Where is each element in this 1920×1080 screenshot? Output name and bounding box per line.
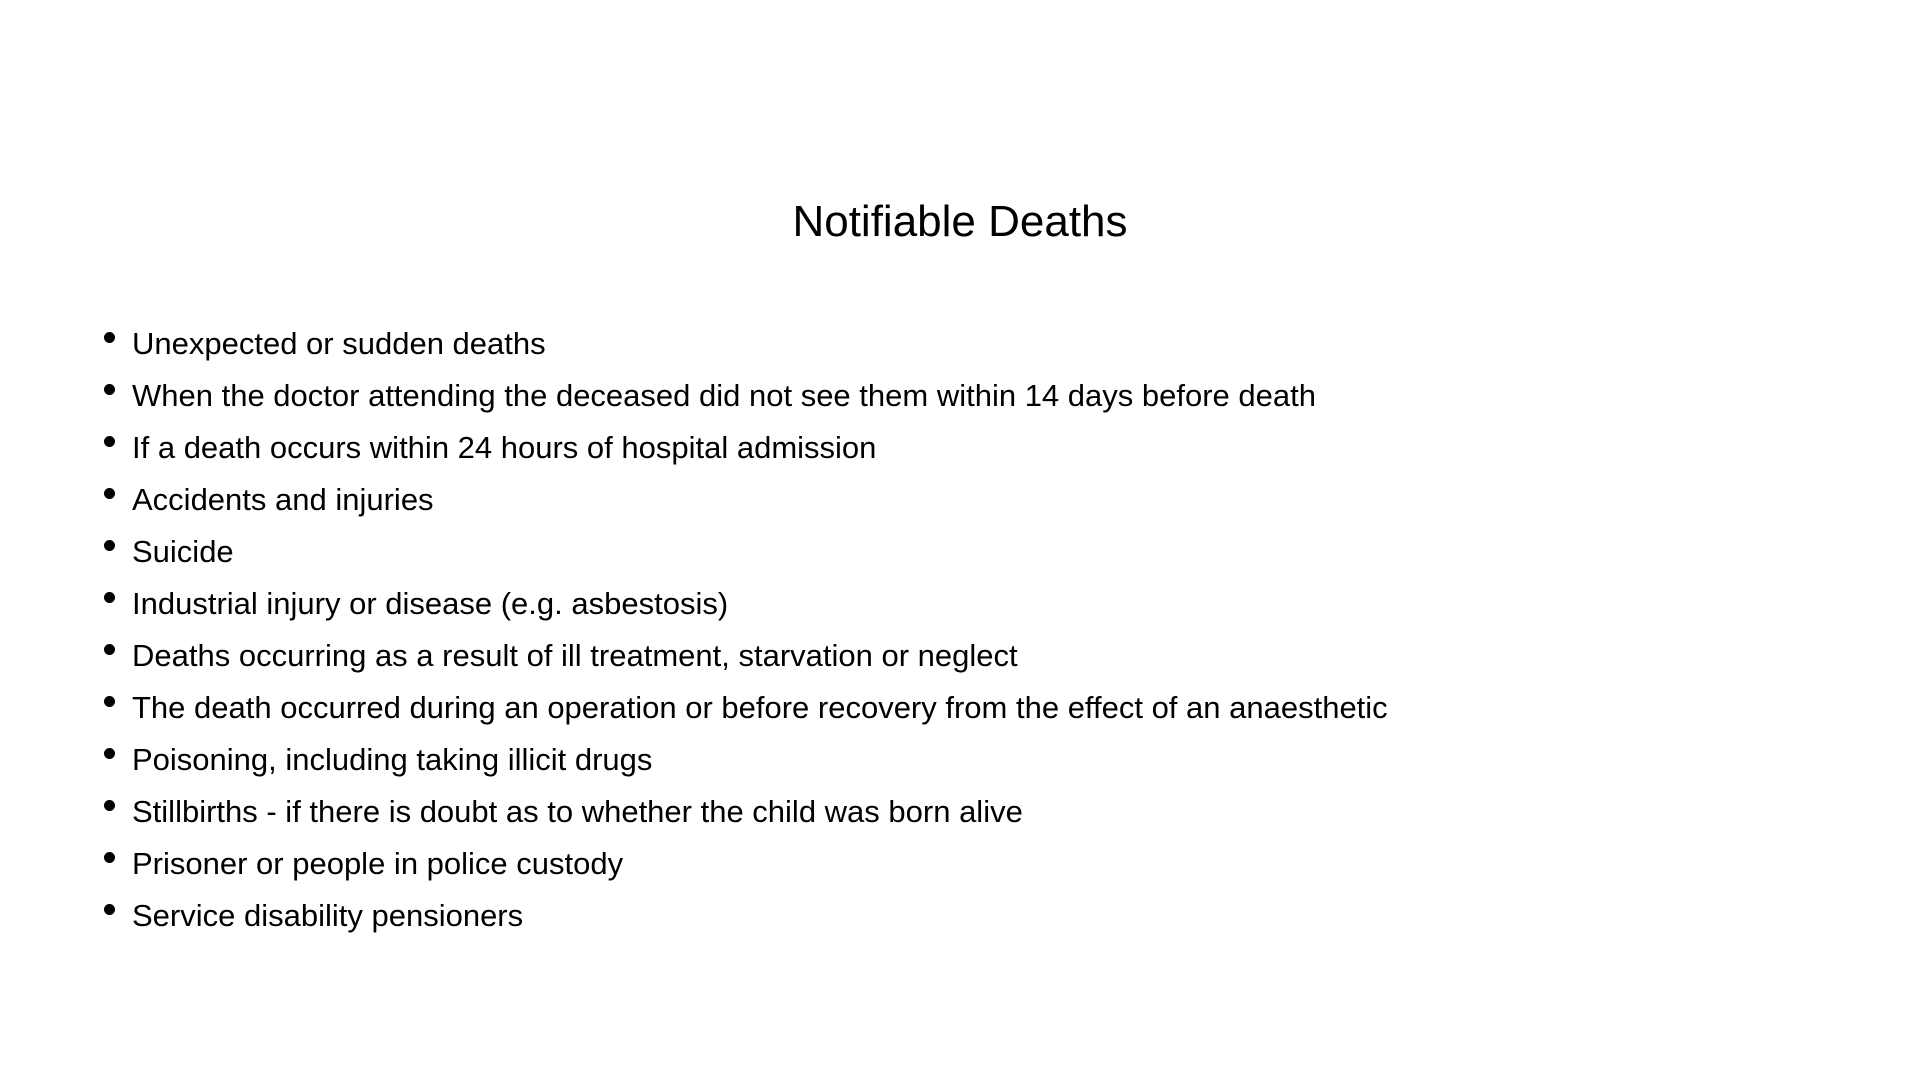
bullet-text: When the doctor attending the deceased did not see them within 14 days before death [132, 378, 1316, 413]
bullet-text: Service disability pensioners [132, 898, 524, 933]
list-item [98, 422, 1798, 474]
bullet-icon [104, 800, 115, 811]
list-item [98, 734, 1798, 786]
bullet-icon [104, 488, 115, 499]
bullet-icon [104, 384, 115, 395]
list-item [98, 578, 1798, 630]
list-item [98, 838, 1798, 890]
slide-title: Notifiable Deaths [792, 197, 1128, 246]
list-item [98, 786, 1798, 838]
list-item [98, 370, 1798, 422]
list-item [98, 318, 1798, 370]
bullet-icon [104, 592, 115, 603]
bullet-icon [104, 696, 115, 707]
bullet-icon [104, 852, 115, 863]
bullet-icon [104, 436, 115, 447]
list-item [98, 890, 1798, 942]
list-item [98, 682, 1798, 734]
bullet-list [98, 318, 1798, 942]
bullet-text: The death occurred during an operation or before recovery from the effect of an anaesthetic [132, 690, 1388, 725]
bullet-icon [104, 904, 115, 915]
bullet-icon [104, 644, 115, 655]
list-item [98, 526, 1798, 578]
bullet-icon [104, 748, 115, 759]
bullet-icon [104, 540, 115, 551]
bullet-text: Industrial injury or disease (e.g. asbestosis) [132, 586, 729, 621]
bullet-text: Suicide [132, 534, 234, 569]
bullet-text: Stillbirths - if there is doubt as to whether the child was born alive [132, 794, 1023, 829]
bullet-icon [104, 332, 115, 343]
bullet-text: Prisoner or people in police custody [132, 846, 624, 881]
bullet-text: Deaths occurring as a result of ill treatment, starvation or neglect [132, 638, 1018, 673]
list-item [98, 474, 1798, 526]
bullet-text: Unexpected or sudden deaths [132, 326, 546, 361]
list-item [98, 630, 1798, 682]
bullet-text: Accidents and injuries [132, 482, 434, 517]
bullet-text: Poisoning, including taking illicit drugs [132, 742, 653, 777]
bullet-text: If a death occurs within 24 hours of hospital admission [132, 430, 877, 465]
